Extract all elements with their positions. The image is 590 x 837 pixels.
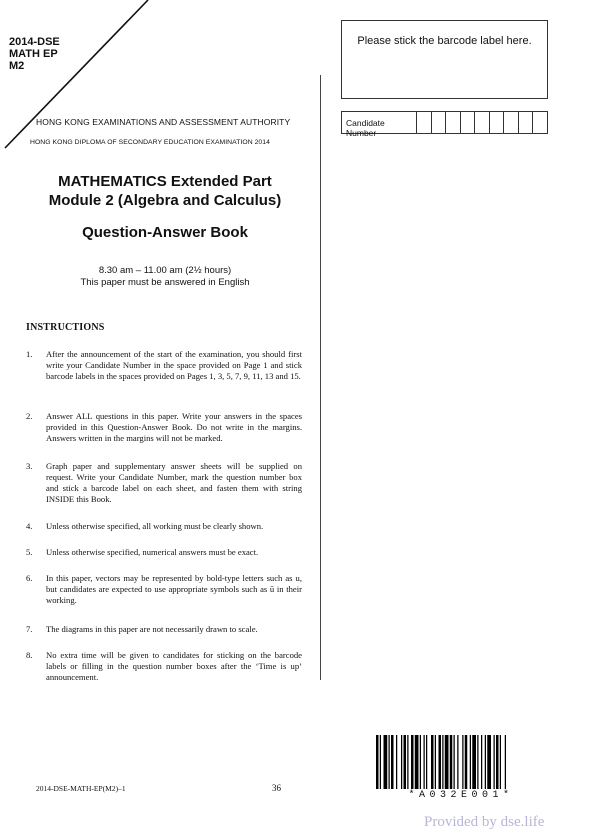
- instruction-number: 5.: [26, 547, 33, 557]
- paper-subtitle: Module 2 (Algebra and Calculus): [48, 192, 282, 209]
- barcode-number: *A032E001*: [408, 790, 514, 801]
- instruction-number: 3.: [26, 461, 33, 471]
- page-divider: [320, 75, 321, 680]
- paper-code: [9, 36, 60, 72]
- instruction-text: Unless otherwise specified, all working must be clearly shown.: [46, 521, 264, 531]
- candidate-number-cell[interactable]: [490, 112, 505, 133]
- paper-code-line1: 2014-DSE: [9, 36, 60, 48]
- candidate-number-cell[interactable]: [461, 112, 476, 133]
- exam-name: HONG KONG DIPLOMA OF SECONDARY EDUCATION EXAMINATION 2014: [30, 139, 270, 146]
- barcode-label-instruction: Please stick the barcode label here.: [357, 35, 532, 47]
- candidate-number-cell[interactable]: [504, 112, 519, 133]
- instructions-heading: INSTRUCTIONS: [26, 322, 105, 333]
- candidate-number-box: [341, 111, 548, 138]
- candidate-number-cell[interactable]: [432, 112, 447, 133]
- instruction-number: 2.: [26, 411, 33, 421]
- candidate-number-cell[interactable]: [446, 112, 461, 133]
- instruction-number: 4.: [26, 521, 33, 531]
- instruction-text: Graph paper and supplementary answer sheets will be supplied on request. Write your Candidate Number, mark the question number box and stick a barcode label on each sheet, and fasten them with string INSIDE this Book.: [46, 461, 302, 504]
- instruction-number: 1.: [26, 349, 33, 359]
- instruction-text: Unless otherwise specified, numerical answers must be exact.: [46, 547, 259, 557]
- authority-name: HONG KONG EXAMINATIONS AND ASSESSMENT AUTHORITY: [36, 117, 291, 127]
- instruction-text: After the announcement of the start of the examination, you should first write your Candidate Number in the space provided on Page 1 and stick barcode labels in the spaces provided on Pages 1, 3, 5, 7, 9, 11, 13 and 15.: [46, 349, 302, 381]
- instruction-number: 8.: [26, 650, 33, 660]
- paper-code-line2: MATH EP: [9, 48, 58, 60]
- footer-paper-code: 2014-DSE-MATH-EP(M2)–1: [36, 784, 126, 793]
- page-number: 36: [272, 783, 281, 793]
- barcode-image: [376, 735, 546, 789]
- exam-time-block: [20, 265, 310, 289]
- provided-by-watermark: Provided by dse.life: [424, 814, 545, 830]
- instruction-text: In this paper, vectors may be represented by bold-type letters such as u, but candidates are expected to use appropriate symbols such as ū in their working.: [46, 573, 302, 605]
- barcode-label-box: [341, 20, 548, 99]
- candidate-number-cell[interactable]: [417, 112, 432, 133]
- candidate-number-cell[interactable]: [475, 112, 490, 133]
- instruction-text: The diagrams in this paper are not necessarily drawn to scale.: [46, 624, 258, 634]
- language-note: This paper must be answered in English: [80, 277, 250, 288]
- instruction-text: Answer ALL questions in this paper. Write your answers in the spaces provided in this Question-Answer Book. Do not write in the margins. Answers written in the margins will not be marked.: [46, 411, 302, 443]
- candidate-number-cell[interactable]: [519, 112, 534, 133]
- corner-diagonal-line: [0, 0, 160, 150]
- paper-code-line3: M2: [9, 60, 25, 72]
- exam-time: 8.30 am – 11.00 am (2½ hours): [98, 265, 232, 276]
- candidate-number-label: Candidate Number: [342, 112, 417, 133]
- candidate-number-cell[interactable]: [533, 112, 547, 133]
- paper-title: MATHEMATICS Extended Part: [58, 173, 272, 190]
- instruction-text: No extra time will be given to candidates for sticking on the barcode labels or filling in the question number boxes after the ‘Time is up’ announcement.: [46, 650, 302, 682]
- instruction-number: 7.: [26, 624, 33, 634]
- book-title: Question-Answer Book: [82, 224, 248, 241]
- instruction-number: 6.: [26, 573, 33, 583]
